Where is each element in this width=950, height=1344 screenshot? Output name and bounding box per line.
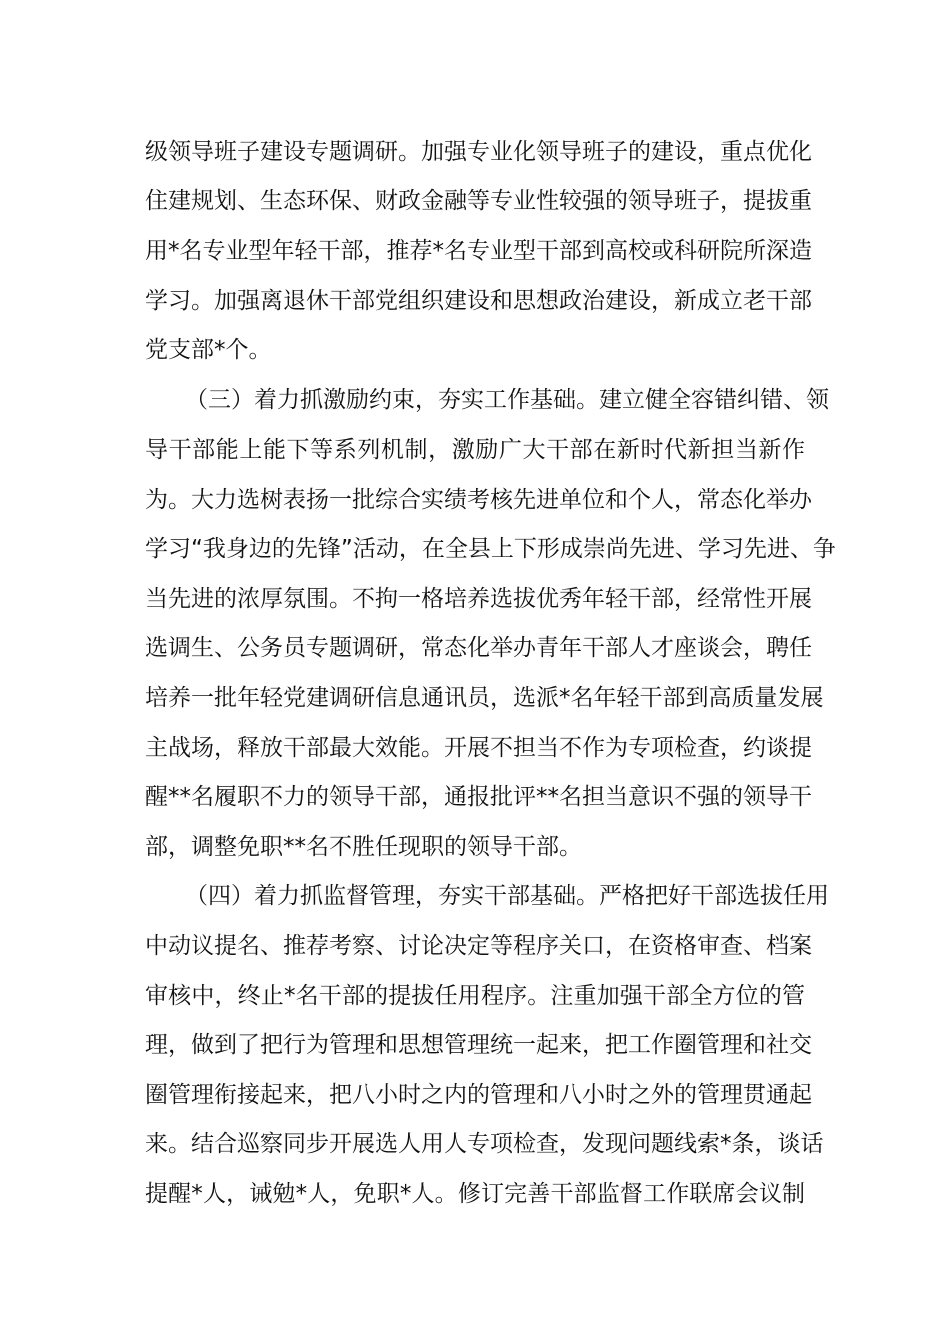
- text-line: 用*名专业型年轻干部，推荐*名专业型干部到高校或科研院所深造: [145, 238, 812, 264]
- text-line: 提醒*人，诫勉*人，免职*人。修订完善干部监督工作联席会议制: [145, 1181, 805, 1207]
- text-line: 当先进的浓厚氛围。不拘一格培养选拔优秀年轻干部，经常性开展: [145, 586, 812, 612]
- text-line: 醒**名履职不力的领导干部，通报批评**名担当意识不强的领导干: [145, 784, 812, 810]
- text-line: 圈管理衔接起来，把八小时之内的管理和八小时之外的管理贯通起: [145, 1082, 812, 1108]
- text-line: 为。大力选树表扬一批综合实绩考核先进单位和个人，常态化举办: [145, 487, 812, 513]
- text-line: 选调生、公务员专题调研，常态化举办青年干部人才座谈会，聘任: [145, 635, 812, 661]
- text-line: 培养一批年轻党建调研信息通讯员，选派*名年轻干部到高质量发展: [145, 685, 824, 711]
- text-line: 主战场，释放干部最大效能。开展不担当不作为专项检查，约谈提: [145, 735, 812, 761]
- text-line: 级领导班子建设专题调研。加强专业化领导班子的建设，重点优化: [145, 139, 812, 165]
- text-line: 学习“我身边的先锋”活动，在全县上下形成崇尚先进、学习先进、争: [145, 536, 836, 562]
- paragraph-heading-line: （四）着力抓监督管理，夯实干部基础。严格把好干部选拔任用: [185, 883, 829, 909]
- text-line: 审核中，终止*名干部的提拔任用程序。注重加强干部全方位的管: [145, 983, 805, 1009]
- text-line: 学习。加强离退休干部党组织建设和思想政治建设，新成立老干部: [145, 288, 812, 314]
- text-line: 来。结合巡察同步开展选人用人专项检查，发现问题线索*条，谈话: [145, 1131, 824, 1157]
- text-line: 中动议提名、推荐考察、讨论决定等程序关口，在资格审查、档案: [145, 933, 812, 959]
- text-line: 部，调整免职**名不胜任现职的领导干部。: [145, 834, 582, 860]
- text-line: 导干部能上能下等系列机制，激励广大干部在新时代新担当新作: [145, 437, 805, 463]
- text-line: 住建规划、生态环保、财政金融等专业性较强的领导班子，提拔重: [145, 188, 812, 214]
- text-line: 党支部*个。: [145, 337, 272, 363]
- paragraph-heading-line: （三）着力抓激励约束，夯实工作基础。建立健全容错纠错、领: [185, 387, 829, 413]
- text-line: 理，做到了把行为管理和思想管理统一起来，把工作圈管理和社交: [145, 1032, 812, 1058]
